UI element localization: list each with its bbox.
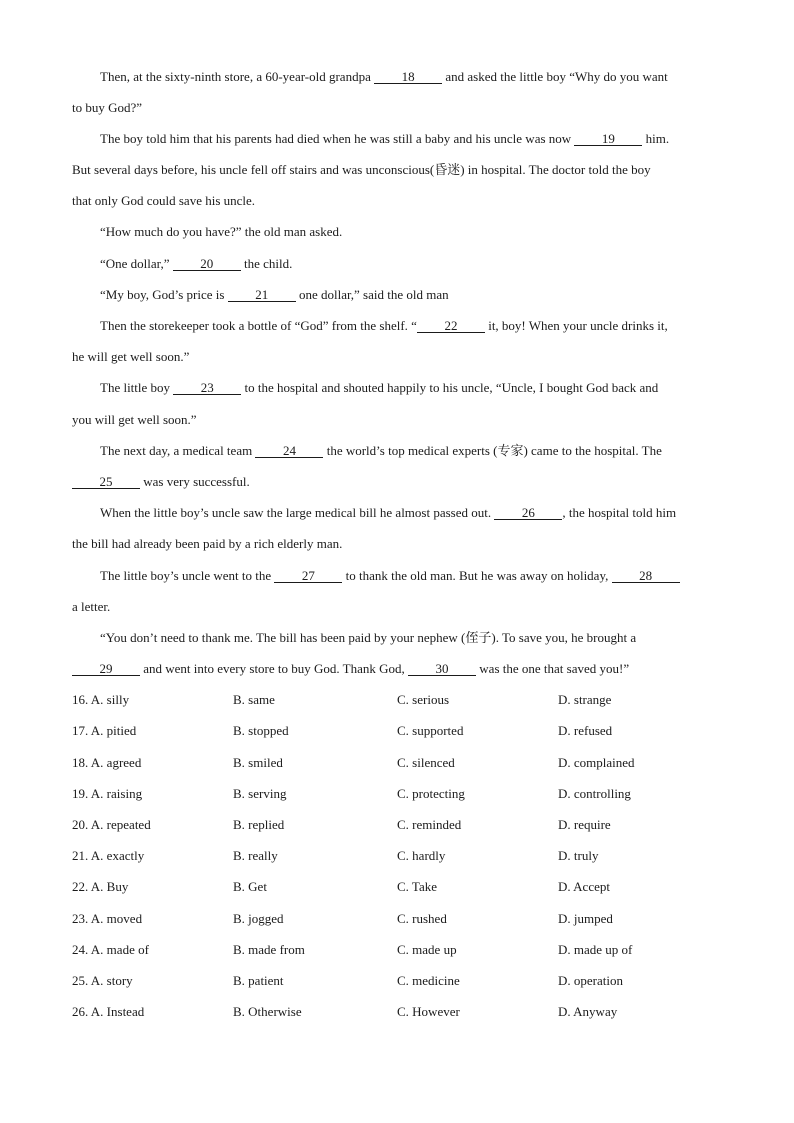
option-b: B. jogged — [233, 910, 284, 926]
question-number: 23. — [72, 910, 89, 926]
option-row-26 — [72, 996, 752, 1027]
option-d: D. truly — [558, 848, 599, 864]
text-line — [72, 560, 752, 591]
option-text: A. Buy — [90, 879, 129, 895]
option-text: A. silly — [90, 692, 130, 708]
option-c: C. medicine — [397, 972, 460, 988]
option-text: A. exactly — [90, 848, 145, 864]
text-segment: When the little boy’s uncle saw the large medical bill he almost passed out. — [100, 505, 492, 521]
text-line — [72, 435, 752, 466]
option-a — [72, 778, 233, 809]
text-segment: to thank the old man. But he was away on holiday, — [345, 567, 609, 583]
paragraph-6 — [72, 310, 752, 372]
option-text: A. pitied — [90, 723, 137, 739]
paragraph-11 — [72, 622, 752, 684]
option-c: C. made up — [397, 941, 457, 957]
text-segment: The little boy’s uncle went to the — [100, 567, 272, 583]
text-segment: “One dollar,” — [100, 255, 170, 271]
text-segment: the world’s top medical experts (专家) came to the hospital. The — [326, 442, 662, 458]
answer-blank-21: 21 — [228, 288, 296, 302]
option-d: D. Anyway — [558, 1004, 618, 1020]
paragraph-4 — [72, 248, 752, 279]
answer-blank-30: 30 — [408, 662, 476, 676]
text-segment: him. — [645, 130, 670, 146]
option-a — [72, 840, 233, 871]
option-text: A. agreed — [90, 754, 142, 770]
text-segment: “How much do you have?” the old man asked. — [100, 224, 343, 240]
option-b: B. patient — [233, 972, 284, 988]
option-c: C. reminded — [397, 817, 462, 832]
text-line — [72, 248, 752, 279]
text-segment: to the hospital and shouted happily to his uncle, “Uncle, I bought God back and — [244, 380, 659, 396]
text-segment: and asked the little boy “Why do you want — [445, 68, 668, 84]
text-segment: one dollar,” said the old man — [298, 286, 449, 302]
option-c: C. silenced — [397, 754, 455, 770]
paragraph-9 — [72, 497, 752, 559]
option-c: C. supported — [397, 723, 464, 739]
text-line — [72, 310, 752, 341]
text-line — [72, 528, 752, 559]
text-segment: Then, at the sixty-ninth store, a 60-year-old grandpa — [100, 68, 371, 84]
option-b: B. same — [233, 692, 275, 708]
option-row-25 — [72, 965, 752, 996]
option-row-20 — [72, 809, 752, 840]
paragraph-10 — [72, 560, 752, 622]
option-b: B. Get — [233, 879, 267, 895]
option-text: A. Instead — [90, 1004, 145, 1020]
answer-blank-25: 25 — [72, 475, 140, 489]
option-a — [72, 903, 233, 934]
option-row-21 — [72, 840, 752, 871]
option-text: A. repeated — [90, 817, 151, 832]
paragraph-1 — [72, 61, 752, 123]
text-segment: a letter. — [72, 598, 111, 614]
answer-blank-28: 28 — [612, 569, 680, 583]
text-line — [72, 123, 752, 154]
option-a — [72, 684, 233, 715]
text-segment: But several days before, his uncle fell off stairs and was unconscious(昏迷) in hospital. The doctor told the boy — [72, 162, 651, 178]
option-c: C. rushed — [397, 910, 447, 926]
option-b: B. stopped — [233, 723, 289, 739]
answer-blank-27: 27 — [274, 569, 342, 583]
option-d: D. strange — [558, 692, 612, 708]
option-row-24 — [72, 934, 752, 965]
option-b: B. Otherwise — [233, 1004, 302, 1020]
option-a — [72, 809, 233, 840]
option-row-16 — [72, 684, 752, 715]
answer-blank-24: 24 — [255, 444, 323, 458]
text-segment: to buy God?” — [72, 99, 143, 115]
option-row-19 — [72, 778, 752, 809]
text-segment: , the hospital told him — [562, 505, 677, 521]
text-segment: The boy told him that his parents had died when he was still a baby and his uncle was now — [100, 130, 572, 146]
option-a — [72, 715, 233, 746]
text-segment: “You don’t need to thank me. The bill has been paid by your nephew (侄子). To save you, he brought a — [100, 629, 637, 645]
option-a — [72, 996, 233, 1027]
option-a — [72, 965, 233, 996]
option-d: D. jumped — [558, 910, 613, 926]
text-line — [72, 372, 752, 403]
text-line — [72, 404, 752, 435]
option-row-17 — [72, 715, 752, 746]
text-line — [72, 653, 752, 684]
text-segment: The next day, a medical team — [100, 442, 253, 458]
option-b: B. replied — [233, 817, 285, 832]
question-number: 18. — [72, 754, 89, 770]
question-number: 20. — [72, 817, 89, 832]
options-list — [72, 684, 752, 1027]
cloze-passage — [72, 61, 752, 685]
text-segment: Then the storekeeper took a bottle of “God” from the shelf. “ — [100, 318, 417, 333]
question-number: 25. — [72, 972, 89, 988]
question-number: 22. — [72, 879, 89, 895]
option-c: C. hardly — [397, 848, 446, 864]
option-a — [72, 871, 233, 902]
text-segment: he will get well soon.” — [72, 349, 190, 365]
page-content — [72, 61, 752, 1028]
option-d: D. operation — [558, 972, 623, 988]
text-segment: “My boy, God’s price is — [100, 286, 225, 302]
option-d: D. Accept — [558, 879, 610, 895]
text-line — [72, 591, 752, 622]
option-row-22 — [72, 871, 752, 902]
option-d: D. controlling — [558, 785, 631, 801]
paragraph-7 — [72, 372, 752, 434]
option-text: A. story — [90, 972, 133, 988]
text-line — [72, 92, 752, 123]
option-row-23 — [72, 903, 752, 934]
text-segment: that only God could save his uncle. — [72, 193, 256, 209]
answer-blank-26: 26 — [494, 506, 562, 520]
answer-blank-20: 20 — [173, 257, 241, 271]
option-text: A. raising — [90, 785, 143, 801]
option-b: B. smiled — [233, 754, 283, 770]
option-a — [72, 747, 233, 778]
option-text: A. moved — [90, 910, 143, 926]
paragraph-3 — [72, 216, 752, 247]
text-line — [72, 154, 752, 185]
question-number: 26. — [72, 1004, 89, 1020]
text-segment: the bill had already been paid by a rich elderly man. — [72, 536, 343, 552]
option-d: D. require — [558, 817, 611, 832]
option-d: D. complained — [558, 754, 635, 770]
text-line — [72, 279, 752, 310]
text-segment: you will get well soon.” — [72, 411, 197, 427]
text-line — [72, 622, 752, 653]
option-text: A. made of — [90, 941, 149, 957]
question-number: 16. — [72, 692, 89, 708]
option-c: C. serious — [397, 692, 449, 708]
text-segment: The little boy — [100, 380, 171, 396]
option-c: C. protecting — [397, 785, 465, 801]
option-b: B. serving — [233, 785, 287, 801]
text-segment: was very successful. — [143, 473, 250, 489]
text-line — [72, 185, 752, 216]
text-segment: the child. — [244, 255, 293, 271]
text-line — [72, 216, 752, 247]
answer-blank-29: 29 — [72, 662, 140, 676]
option-b: B. really — [233, 848, 278, 864]
answer-blank-19: 19 — [574, 132, 642, 146]
answer-blank-18: 18 — [374, 70, 442, 84]
question-number: 21. — [72, 848, 89, 864]
question-number: 24. — [72, 941, 89, 957]
text-segment: and went into every store to buy God. Thank God, — [143, 661, 405, 677]
question-number: 17. — [72, 723, 89, 739]
text-line — [72, 61, 752, 92]
option-b: B. made from — [233, 941, 305, 957]
text-segment: was the one that saved you!” — [479, 661, 630, 677]
answer-blank-22: 22 — [417, 319, 485, 333]
paragraph-5 — [72, 279, 752, 310]
option-c: C. Take — [397, 879, 438, 895]
text-line — [72, 466, 752, 497]
option-d: D. refused — [558, 723, 613, 739]
option-row-18 — [72, 747, 752, 778]
paragraph-8 — [72, 435, 752, 497]
text-segment: it, boy! When your uncle drinks it, — [488, 318, 668, 333]
option-d: D. made up of — [558, 941, 633, 957]
question-number: 19. — [72, 785, 89, 801]
option-c: C. However — [397, 1004, 460, 1020]
text-line — [72, 497, 752, 528]
text-line — [72, 341, 752, 372]
answer-blank-23: 23 — [173, 381, 241, 395]
paragraph-2 — [72, 123, 752, 217]
option-a — [72, 934, 233, 965]
